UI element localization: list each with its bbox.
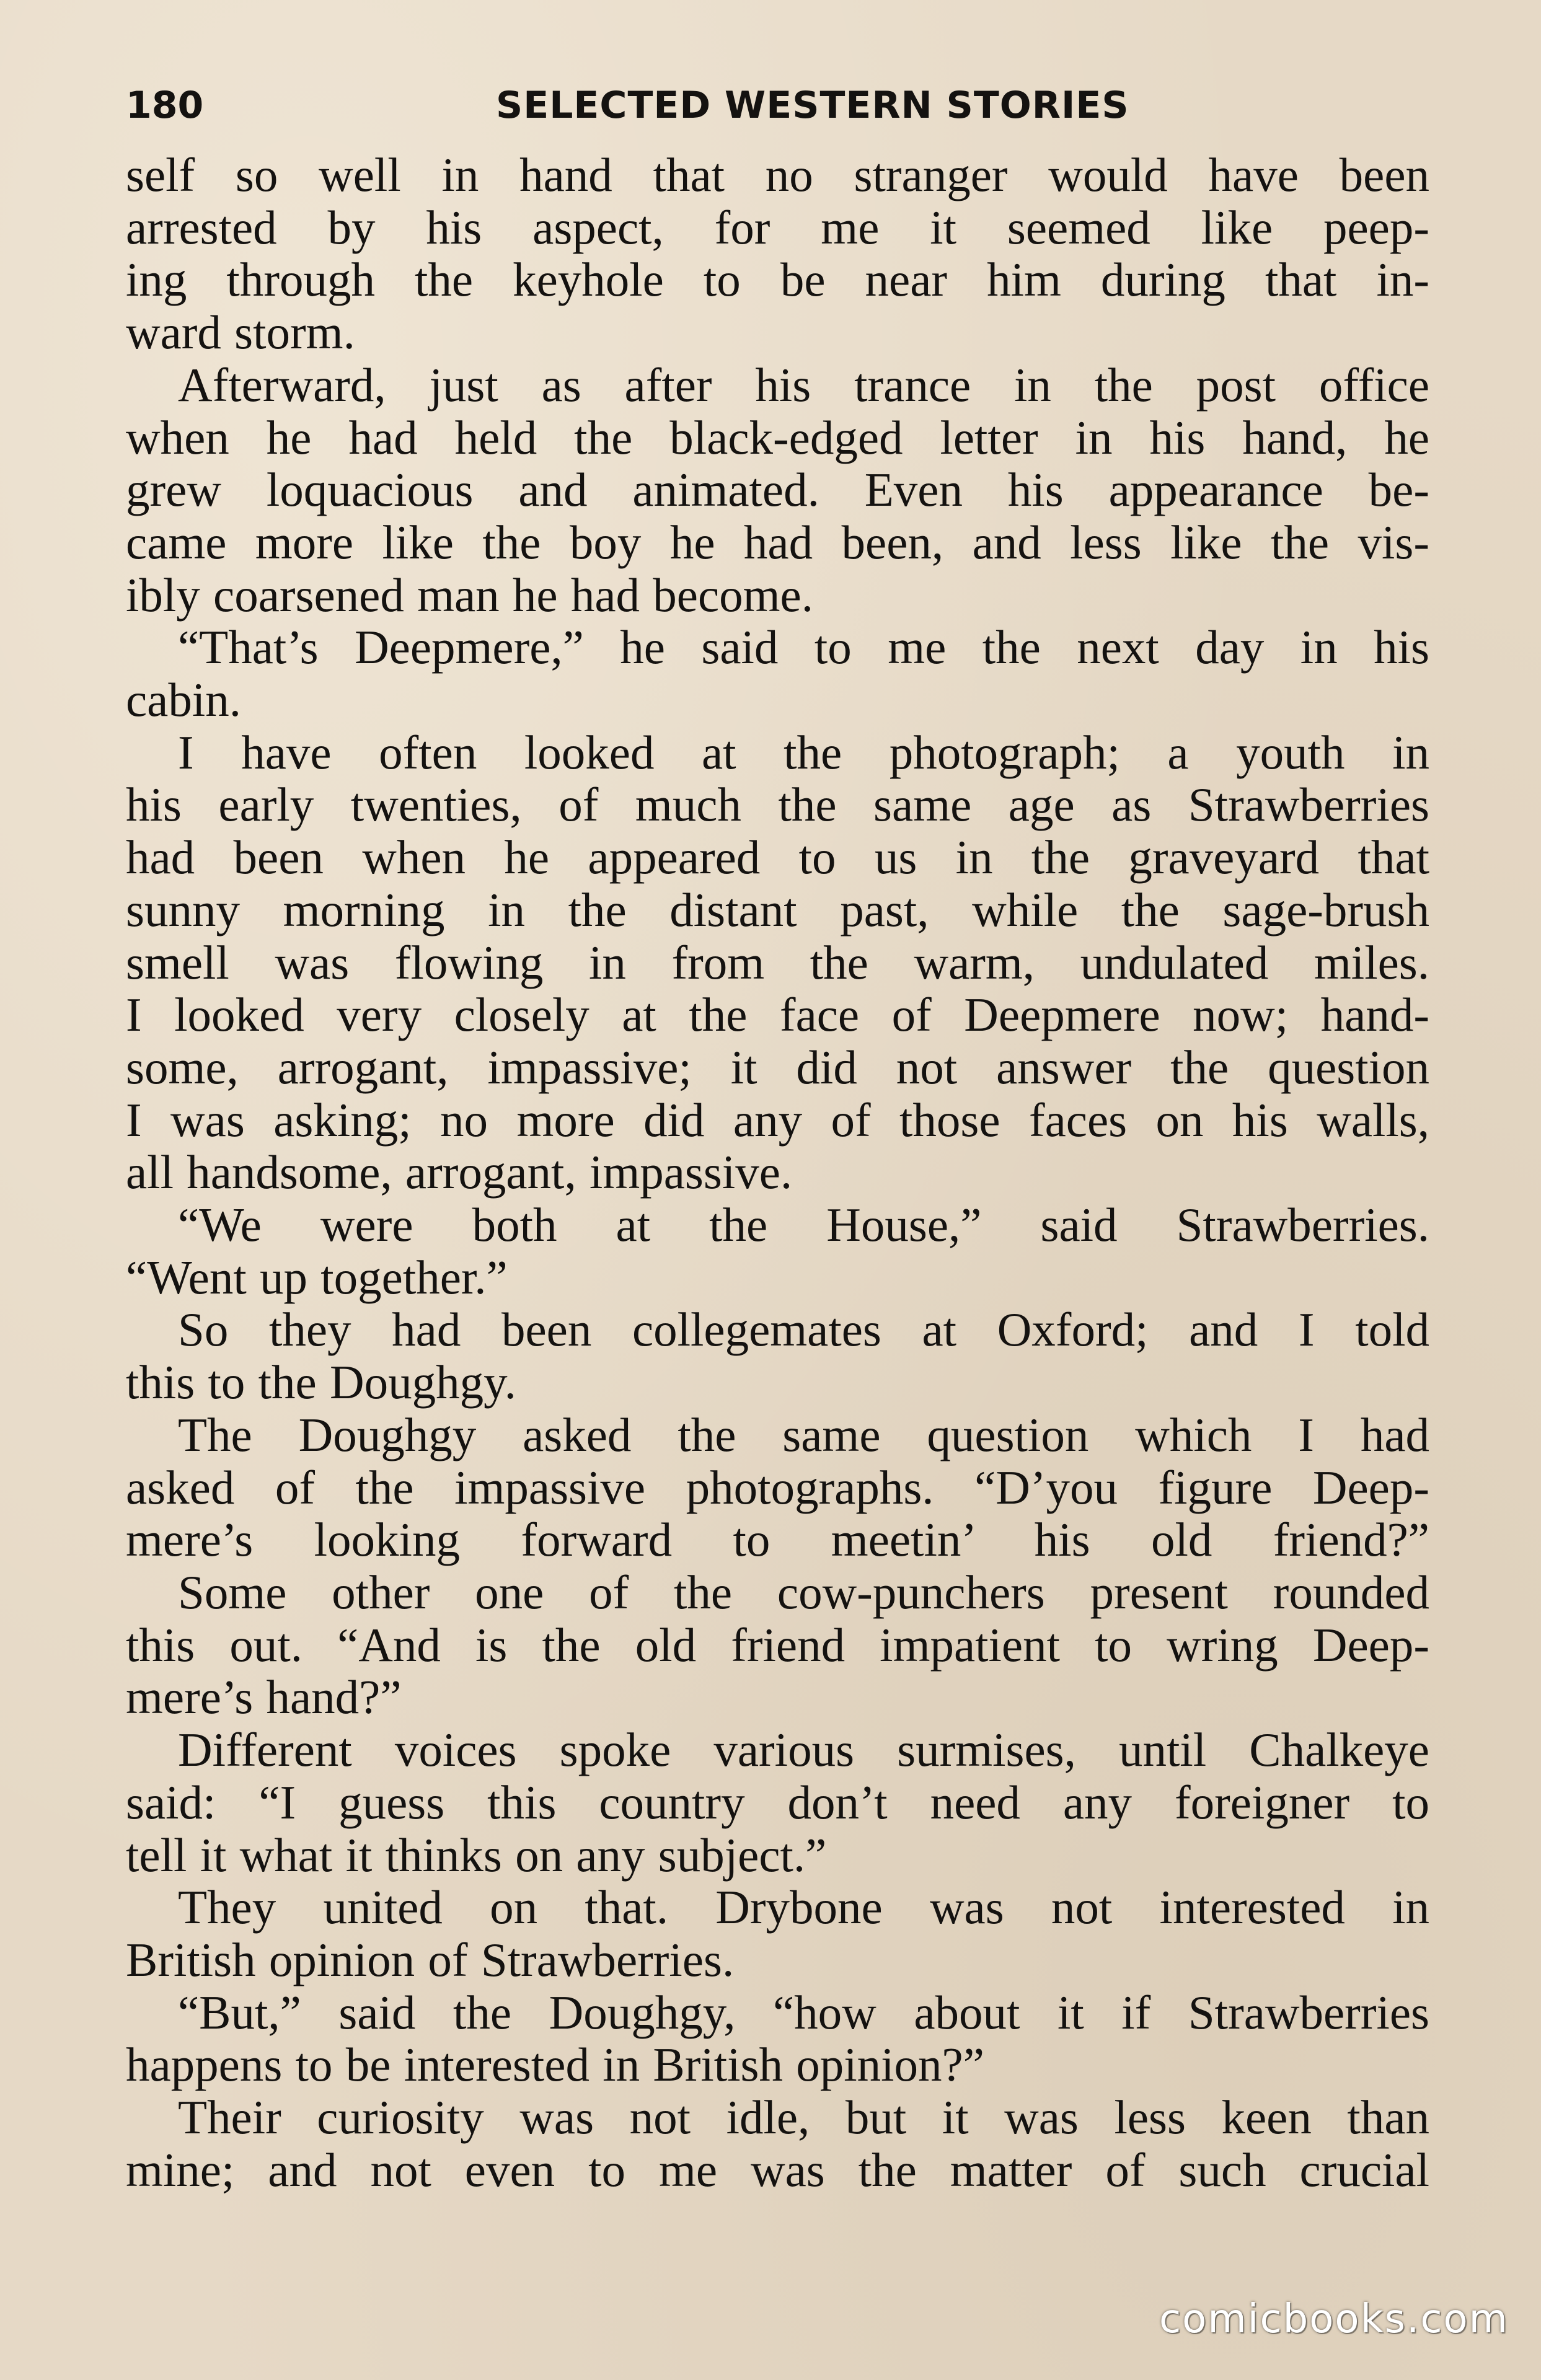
text-line: mere’s hand?” (126, 1670, 402, 1724)
text-line: They united on that. Drybone was not interested in (178, 1880, 1429, 1934)
text-line: “Went up together.” (126, 1250, 508, 1304)
text-line: So they had been collegemates at Oxford; and I told (178, 1303, 1429, 1357)
running-title: SELECTED WESTERN STORIES (496, 84, 1129, 127)
text-line: said: “I guess this country don’t need any foreigner to (126, 1775, 1429, 1829)
watermark: comicbooks.com (1159, 2296, 1509, 2342)
text-line: happens to be interested in British opinion?” (126, 2038, 984, 2092)
text-line: “But,” said the Doughgy, “how about it if Strawberries (178, 1985, 1429, 2039)
text-line: British opinion of Strawberries. (126, 1933, 735, 1986)
page-header (126, 77, 1429, 133)
text-line: came more like the boy he had been, and less like the vis- (126, 515, 1429, 569)
text-line: cabin. (126, 673, 241, 727)
text-line: sunny morning in the distant past, while the sage-brush (126, 883, 1429, 937)
text-line: arrested by his aspect, for me it seemed like peep- (126, 200, 1429, 254)
text-line: tell it what it thinks on any subject.” (126, 1828, 827, 1882)
text-line: ward storm. (126, 306, 355, 359)
text-line: mere’s looking forward to meetin’ his old friend?” (126, 1513, 1429, 1567)
page-number: 180 (126, 84, 204, 127)
text-line: all handsome, arrogant, impassive. (126, 1145, 793, 1199)
text-line: Some other one of the cow-punchers present rounded (178, 1565, 1429, 1619)
text-line: this to the Doughgy. (126, 1355, 516, 1409)
text-line: Different voices spoke various surmises, until Chalkeye (178, 1723, 1429, 1777)
text-line: The Doughgy asked the same question which I had (178, 1408, 1429, 1461)
text-line: this out. “And is the old friend impatient to wring Deep- (126, 1618, 1429, 1672)
text-line: had been when he appeared to us in the graveyard that (126, 831, 1429, 884)
text-line: his early twenties, of much the same age as Strawberries (126, 778, 1429, 832)
text-line: I have often looked at the photograph; a youth in (178, 725, 1429, 779)
text-line: mine; and not even to me was the matter of such crucial (126, 2143, 1429, 2197)
body-text (126, 149, 1429, 2196)
text-line: “That’s Deepmere,” he said to me the next day in his (178, 620, 1429, 674)
text-line: I looked very closely at the face of Deepmere now; hand- (126, 988, 1429, 1042)
text-line: smell was flowing in from the warm, undulated miles. (126, 935, 1429, 989)
text-line: when he had held the black-edged letter in his hand, he (126, 410, 1429, 464)
text-line: I was asking; no more did any of those faces on his walls, (126, 1093, 1429, 1147)
text-line: “We were both at the House,” said Strawberries. (178, 1198, 1429, 1252)
text-line: asked of the impassive photographs. “D’you figure Deep- (126, 1460, 1429, 1514)
text-line: self so well in hand that no stranger would have been (126, 148, 1429, 201)
text-line: grew loquacious and animated. Even his appearance be- (126, 463, 1429, 517)
text-line: ing through the keyhole to be near him during that in- (126, 253, 1429, 307)
text-line: ibly coarsened man he had become. (126, 568, 813, 622)
text-line: Their curiosity was not idle, but it was less keen than (178, 2091, 1429, 2144)
text-line: some, arrogant, impassive; it did not answer the question (126, 1040, 1429, 1094)
text-line: Afterward, just as after his trance in the post office (178, 358, 1429, 412)
